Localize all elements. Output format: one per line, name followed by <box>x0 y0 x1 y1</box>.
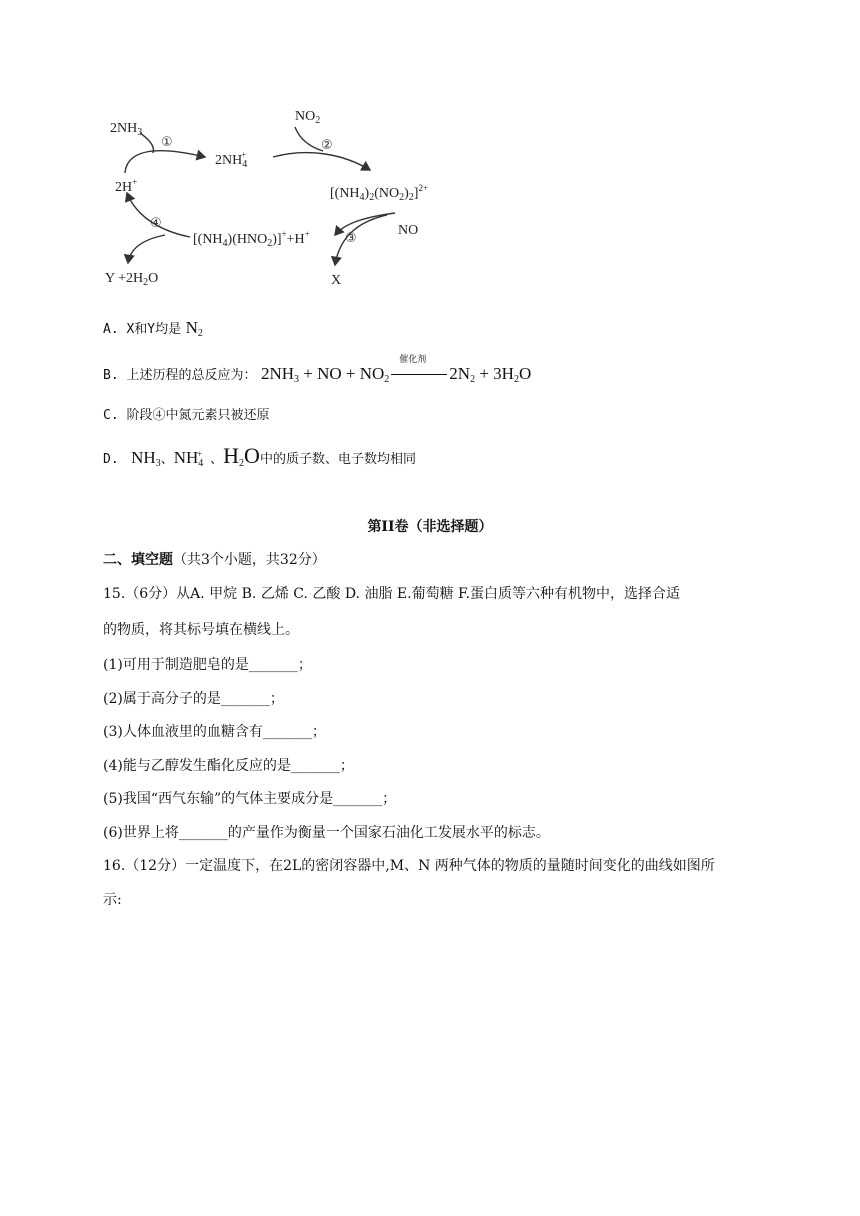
part-note: （共3个小题，共32分） <box>173 552 326 568</box>
option-b-equation: $2NH_3$ + NO + $NO_2$ 催化剂 $2N_2 + 3H_2O$ <box>261 364 531 383</box>
option-a-text: A. X和Y均是 <box>103 322 182 337</box>
label-no: NO <box>398 223 419 238</box>
arrow-x-release <box>335 215 387 265</box>
part-title: 二、填空题 <box>103 552 173 568</box>
formula-nh3: $NH_3$ <box>131 448 161 469</box>
step-1-marker: ① <box>161 135 173 150</box>
q16-line2: 示: <box>103 892 122 908</box>
arrow-step-2 <box>273 153 370 170</box>
q16-line1: 16.（12分）一定温度下，在2L的密闭容器中,M、N 两种气体的物质的量随时间变化的曲线如图所 <box>103 858 715 874</box>
option-d: D. $NH_3$、$NH_4^+$ 、$H_2O$中的质子数、电子数均相同 <box>103 443 416 469</box>
q15-intro-line2: 的物质，将其标号填在横线上。 <box>103 622 299 638</box>
option-c-text: C. 阶段④中氮元素只被还原 <box>103 408 270 423</box>
label-2nh4: $2NH_4^+$ <box>215 150 248 170</box>
step-4-marker: ④ <box>150 216 162 231</box>
q15-item-6: (6)世界上将_______的产量作为衡量一个国家石油化工发展水平的标志。 <box>103 825 550 841</box>
arrow-no2-join <box>295 127 323 151</box>
q15-item-1: (1)可用于制造肥皂的是_______； <box>103 657 312 673</box>
label-y-h2o: $Y +2H_2O$ <box>105 271 159 288</box>
step-3-marker: ③ <box>345 231 357 246</box>
label-x: X <box>331 273 342 288</box>
arrow-y-release <box>128 235 165 263</box>
arrow-step-3 <box>335 213 395 235</box>
arrow-step-1 <box>125 151 205 173</box>
step-2-marker: ② <box>321 138 333 153</box>
catalyst-label: 催化剂 <box>399 355 427 365</box>
formula-h2o: $H_2O$ <box>223 443 260 469</box>
option-d-suffix: 中的质子数、电子数均相同 <box>259 452 416 467</box>
option-a-formula: $N_2$ <box>185 318 203 339</box>
volume-title: 第II卷（非选择题） <box>367 519 493 535</box>
q15-intro-line1: 15.（6分）从A. 甲烷 B. 乙烯 C. 乙酸 D. 油脂 E.葡萄糖 F.蛋白质等六种有机物中，选择合适 <box>103 586 681 602</box>
label-2nh3: $2NH_3$ <box>110 121 143 138</box>
q15-item-5: (5)我国“西气东输”的气体主要成分是_______； <box>103 791 397 807</box>
formula-nh4: $NH_4^+$ <box>173 448 204 469</box>
reaction-mechanism-diagram <box>95 105 435 305</box>
option-b-text: B. 上述历程的总反应为： <box>103 368 257 383</box>
label-2h-plus: 2H+ <box>115 177 138 195</box>
option-a <box>103 318 203 339</box>
q15-item-3: (3)人体血液里的血糖含有_______； <box>103 724 326 740</box>
part-heading <box>103 549 326 569</box>
option-d-prefix: D. <box>103 452 119 467</box>
option-c <box>103 404 269 423</box>
label-complex2: $[(NH_4)(HNO_2)]^++H^+$ <box>193 229 310 249</box>
q15-item-4: (4)能与乙醇发生酯化反应的是_______； <box>103 758 354 774</box>
q15-item-2: (2)属于高分子的是_______； <box>103 691 284 707</box>
label-complex1: $[(NH_4)_2(NO_2)_2]^{2+}$ <box>330 183 429 203</box>
label-no2: $NO_2$ <box>295 109 321 126</box>
option-b <box>103 355 532 385</box>
